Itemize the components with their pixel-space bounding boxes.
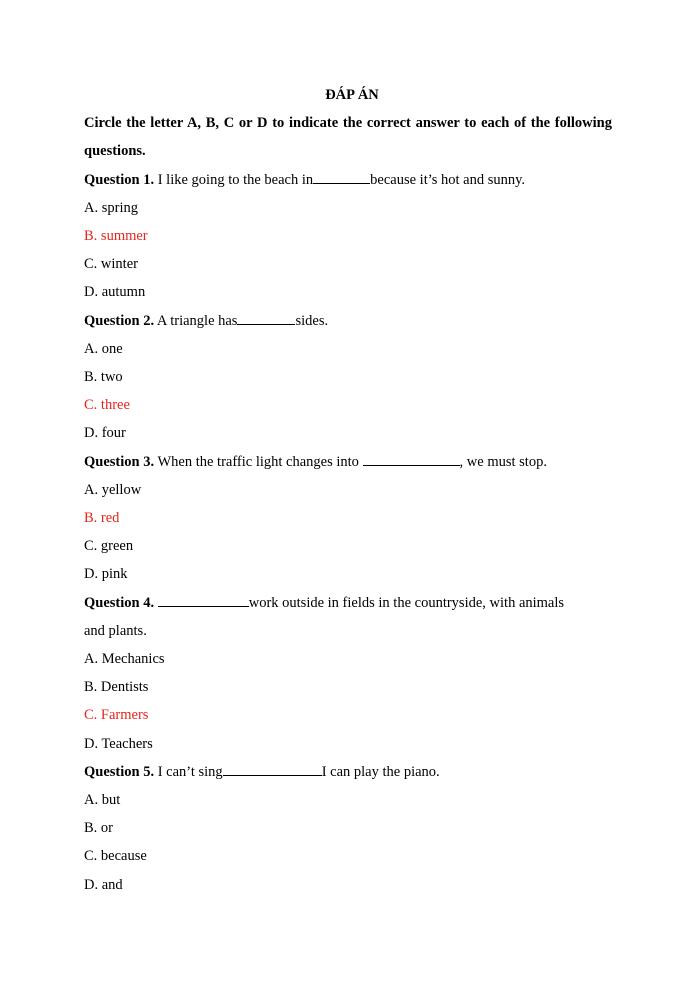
option-d: D. four	[84, 425, 126, 442]
answer-blank	[237, 310, 295, 325]
option-a: A. but	[84, 792, 121, 809]
option-b: B. Dentists	[84, 679, 149, 696]
option-a: A. one	[84, 340, 123, 357]
option-a: A. spring	[84, 199, 138, 216]
question-text-before: A triangle has	[154, 312, 238, 329]
question-text-after: I can play the piano.	[321, 763, 440, 780]
option-d: D. autumn	[84, 284, 146, 301]
question-2	[84, 307, 612, 335]
question-label: Question 1.	[84, 171, 155, 188]
question-text-before: I like going to the beach in	[154, 171, 314, 188]
question-text-after: sides.	[295, 312, 329, 329]
answer-blank	[313, 169, 370, 184]
question-text-after: because it’s hot and sunny.	[370, 171, 526, 188]
page-title: ĐÁP ÁN	[325, 87, 379, 103]
question-label: Question 3.	[84, 453, 155, 470]
option-b-correct: B. red	[84, 510, 120, 527]
question-label: Question 5.	[84, 763, 155, 780]
option-d: D. pink	[84, 566, 128, 583]
option-c-correct: C. three	[84, 397, 130, 414]
question-1	[84, 166, 612, 194]
instruction-text: Circle the letter A, B, C or D to indicate the correct answer to each of the following questions.	[84, 115, 612, 160]
question-text-after: , we must stop.	[459, 453, 547, 470]
answer-blank	[363, 451, 460, 466]
option-c-correct: C. Farmers	[84, 707, 149, 724]
option-b-correct: B. summer	[84, 228, 148, 245]
option-d: D. Teachers	[84, 735, 153, 752]
question-4-continued: and plants.	[84, 622, 147, 639]
option-b: B. two	[84, 369, 123, 386]
option-c: C. winter	[84, 256, 138, 273]
question-5	[84, 758, 612, 786]
question-label: Question 2.	[84, 312, 155, 329]
option-a: A. Mechanics	[84, 651, 165, 668]
option-c: C. green	[84, 538, 134, 555]
option-a: A. yellow	[84, 481, 142, 498]
option-b: B. or	[84, 820, 113, 837]
question-3	[84, 448, 612, 476]
question-label: Question 4.	[84, 594, 155, 611]
question-text-before: When the traffic light changes into	[154, 453, 363, 470]
answer-key-page	[84, 81, 612, 899]
question-text-before: I can’t sing	[154, 763, 223, 780]
question-4	[84, 589, 612, 617]
question-text-after: work outside in fields in the countryside, with animals	[248, 594, 565, 611]
answer-blank	[158, 592, 249, 607]
answer-blank	[223, 761, 322, 776]
option-c: C. because	[84, 848, 147, 865]
option-d: D. and	[84, 876, 123, 893]
